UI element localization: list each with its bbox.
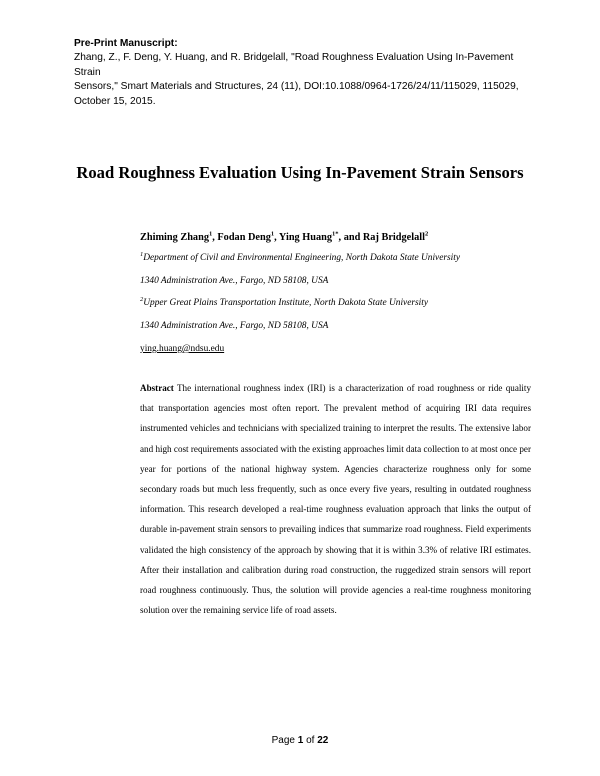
author-affiliation-mark: 1 <box>208 230 213 238</box>
page-number: 1 <box>297 735 304 746</box>
author-affiliation-mark: 1 <box>270 230 275 238</box>
corresponding-email-link[interactable]: ying.huang@ndsu.edu <box>140 344 225 354</box>
affiliation-mark: 2 <box>140 295 144 303</box>
abstract <box>140 378 531 620</box>
author-name: Zhiming Zhang <box>140 232 209 243</box>
of-word: of <box>306 735 315 746</box>
author-list: Zhiming Zhang$^1$, Fodan Deng$^1$, Ying Huang$^{1*}$, and Raj Bridgelall$^2$ <box>140 230 429 243</box>
abstract-heading: Abstract <box>140 383 174 393</box>
author-affiliation-mark: 2 <box>424 230 429 238</box>
author-name: Fodan Deng <box>217 232 271 243</box>
page-word: Page <box>271 735 295 746</box>
author-name: Raj Bridgelall <box>362 232 425 243</box>
author-affiliation-mark: 1* <box>332 230 339 238</box>
affiliation-name: Department of Civil and Environmental Engineering, North Dakota State University <box>143 253 461 263</box>
total-pages: 22 <box>317 735 329 746</box>
paper-title: Road Roughness Evaluation Using In-Pavement Strain Sensors <box>76 163 524 182</box>
affiliation-mark: 1 <box>140 250 144 258</box>
preprint-header <box>74 37 534 109</box>
citation-line: Sensors," Smart Materials and Structures, 24 (11), DOI:10.1088/0964-1726/24/11/115029, 115029, <box>74 81 519 93</box>
abstract-body: The international roughness index (IRI) is a characterization of road roughness or ride quality that transportation agencies most often report. The prevalent method of acquiring IRI data requires instrumented vehicles and technicians with specialized training to interpret the results. The extensive labor and high cost requirements associated with the existing approaches limit data collection to at most once per year for portions of the national highway system. Agencies characterize roughness only for some secondary roads but much less frequently, such as once every five years, resulting in outdated roughness information. This research developed a real-time roughness evaluation approach that links the output of durable in-pavement strain sensors to prevailing indices that summarize road roughness. Field experiments validated the high consistency of the approach by showing that it is within 3.3% of relative IRI estimates. After their installation and calibration during road construction, the ruggedized strain sensors will report road roughness continuously. Thus, the solution will provide agencies a real-time roughness monitoring solution over the remaining service life of road assets. <box>140 383 531 616</box>
affiliation-2-address: 1340 Administration Ave., Fargo, ND 58108, USA <box>140 321 329 331</box>
affiliation-1-address: 1340 Administration Ave., Fargo, ND 58108, USA <box>140 276 329 286</box>
affiliation-1 <box>140 252 540 264</box>
citation-line: October 15, 2015. <box>74 95 156 107</box>
affiliation-name: Upper Great Plains Transportation Institute, North Dakota State University <box>143 298 429 308</box>
affiliation-2 <box>140 297 540 309</box>
citation-line: Zhang, Z., F. Deng, Y. Huang, and R. Bridgelall, "Road Roughness Evaluation Using In-Pavement Strain <box>74 52 514 78</box>
preprint-label: Pre-Print Manuscript: <box>74 38 178 49</box>
author-name: Ying Huang <box>278 232 333 243</box>
page-footer <box>0 735 600 747</box>
author-conjunction: and <box>343 232 361 243</box>
